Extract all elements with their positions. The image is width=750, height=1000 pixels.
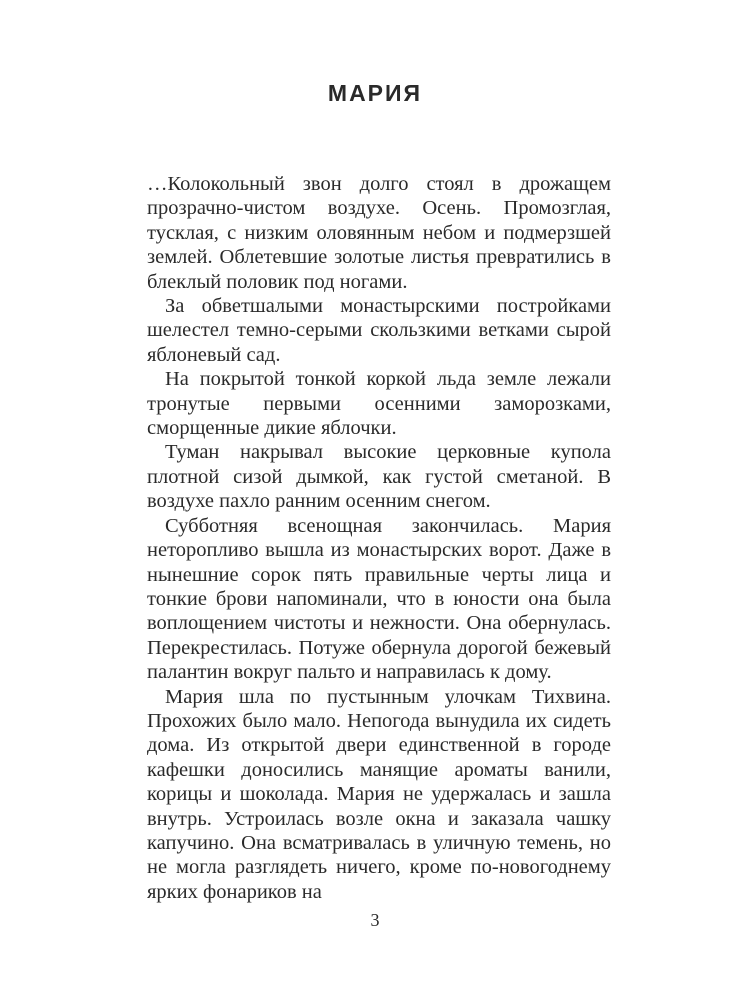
chapter-title: МАРИЯ <box>327 80 423 106</box>
paragraph-4: Туман накрывал высокие церковные купола плотной сизой дымкой, как густой сметаной. В воздухе пахло ранним осенним снегом. <box>147 441 611 513</box>
paragraph-1: …Колокольный звон долго стоял в дрожащем прозрачно-чистом воздухе. Осень. Промозглая, тусклая, с низким оловянным небом и подмерзшей землей. Облетевшие золотые листья превратились в блеклый половик под ногами. <box>147 173 611 293</box>
paragraph-5: Субботняя всенощная закончилась. Мария неторопливо вышла из монастырских ворот. Даже в нынешние сорок пять правильные черты лица и тонкие брови напоминали, что в юности она была воплощением чистоты и нежности. Она обернулась. Перекрестилась. Потуже обернула дорогой бежевый палантин вокруг пальто и направилась к дому. <box>147 514 611 684</box>
paragraph-3: На покрытой тонкой коркой льда земле лежали тронутые первыми осенними заморозками, сморщенные дикие яблочки. <box>147 368 611 440</box>
paragraph-2: За обветшалыми монастырскими постройками шелестел темно-серыми скользкими ветками сырой яблоневый сад. <box>147 295 611 366</box>
body-text <box>147 172 611 904</box>
paragraph-6: Мария шла по пустынным улочкам Тихвина. Прохожих было мало. Непогода вынудила их сидеть дома. Из открытой двери единственной в городе кафешки доносились манящие ароматы ванили, корицы и шоколада. Мария не удержалась и зашла внутрь. Устроилась возле окна и заказала чашку капучино. Она всматривалась в уличную темень, но не могла разглядеть ничего, кроме по-новогоднему ярких фонариков на <box>147 685 611 903</box>
page-number: 3 <box>370 910 380 930</box>
